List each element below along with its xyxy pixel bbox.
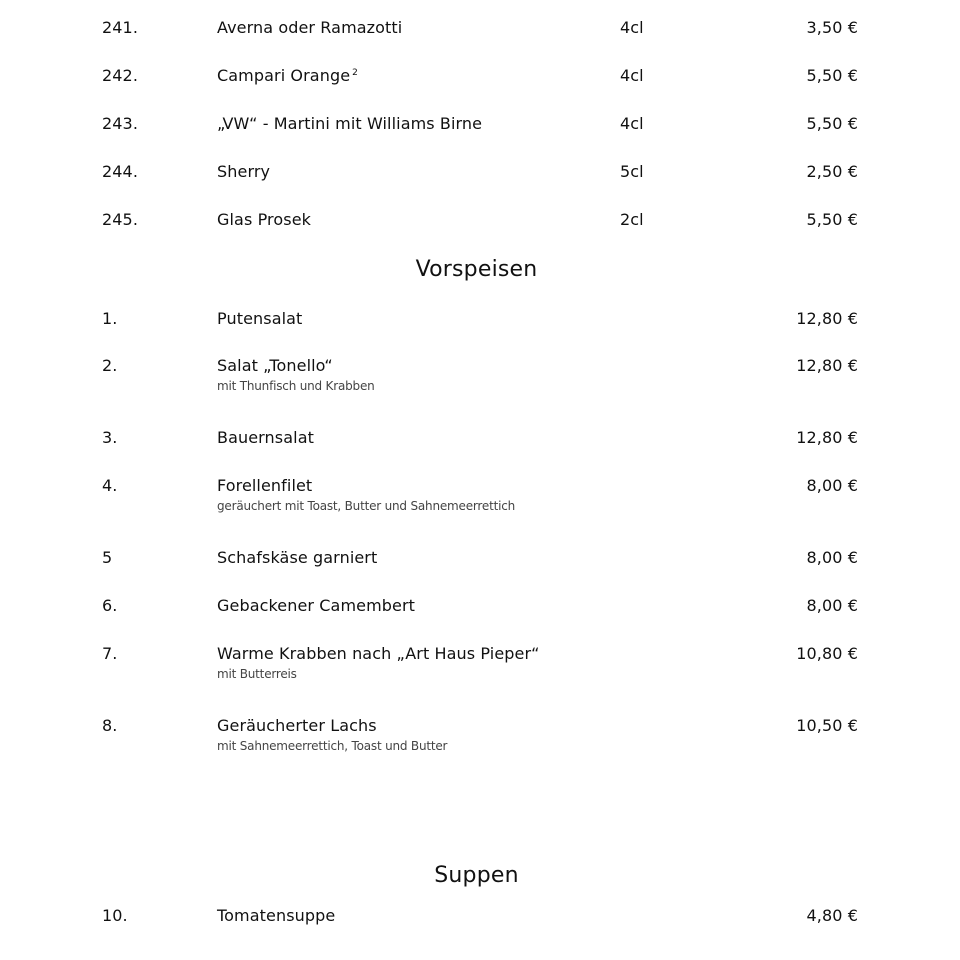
menu-item-row (0, 714, 960, 753)
item-number: 1. (102, 309, 118, 328)
item-number: 5 (102, 548, 113, 567)
item-price: 8,00 € (806, 596, 858, 615)
item-number: 10. (102, 906, 128, 925)
item-name: Gebackener Camembert (217, 596, 416, 615)
item-price: 5,50 € (806, 114, 858, 133)
menu-item-row (0, 474, 960, 513)
item-name-wrapper (217, 64, 358, 88)
item-size: 5cl (620, 162, 644, 181)
item-price: 12,80 € (796, 309, 858, 328)
item-price: 5,50 € (806, 210, 858, 229)
item-price: 10,50 € (796, 716, 858, 735)
item-description: geräuchert mit Toast, Butter und Sahnemeerrettich (217, 499, 516, 513)
item-number: 244. (102, 162, 139, 181)
section-title-suppen: Suppen (434, 863, 519, 888)
menu-item-row (0, 64, 960, 88)
item-description: mit Thunfisch und Krabben (217, 379, 375, 393)
item-name: Forellenfilet (217, 476, 313, 495)
menu-item-row (0, 426, 960, 450)
item-price: 2,50 € (806, 162, 858, 181)
item-number: 6. (102, 596, 118, 615)
item-number: 2. (102, 356, 118, 375)
item-number: 7. (102, 644, 118, 663)
item-name: Salat „Tonello“ (217, 356, 333, 375)
item-price: 8,00 € (806, 548, 858, 567)
item-number: 4. (102, 476, 118, 495)
item-price: 4,80 € (806, 906, 858, 925)
menu-item-row (0, 546, 960, 570)
item-name: „VW“ - Martini mit Williams Birne (217, 114, 483, 133)
item-description: mit Sahnemeerrettich, Toast und Butter (217, 739, 448, 753)
item-name: Warme Krabben nach „Art Haus Pieper“ (217, 644, 540, 663)
menu-item-row (0, 307, 960, 331)
item-name: Campari Orange (217, 66, 351, 85)
menu-item-row (0, 112, 960, 136)
allergen-footnote: 2 (352, 67, 358, 78)
item-number: 3. (102, 428, 118, 447)
item-number: 243. (102, 114, 139, 133)
item-name: Averna oder Ramazotti (217, 18, 403, 37)
section-title-vorspeisen: Vorspeisen (415, 257, 538, 282)
menu-item-row (0, 642, 960, 681)
menu-item-row (0, 208, 960, 232)
item-number: 241. (102, 18, 139, 37)
item-number: 245. (102, 210, 139, 229)
menu-item-row (0, 904, 960, 928)
item-number: 242. (102, 66, 139, 85)
item-size: 4cl (620, 66, 644, 85)
item-size: 4cl (620, 114, 644, 133)
item-size: 4cl (620, 18, 644, 37)
item-price: 3,50 € (806, 18, 858, 37)
menu-item-row (0, 594, 960, 618)
item-name: Bauernsalat (217, 428, 314, 447)
item-price: 5,50 € (806, 66, 858, 85)
item-description: mit Butterreis (217, 667, 297, 681)
menu-item-row (0, 354, 960, 393)
item-name: Sherry (217, 162, 271, 181)
item-price: 12,80 € (796, 428, 858, 447)
menu-item-row (0, 160, 960, 184)
item-price: 8,00 € (806, 476, 858, 495)
item-number: 8. (102, 716, 118, 735)
menu-item-row (0, 16, 960, 40)
item-name: Glas Prosek (217, 210, 311, 229)
item-price: 12,80 € (796, 356, 858, 375)
item-price: 10,80 € (796, 644, 858, 663)
item-name: Tomatensuppe (217, 906, 336, 925)
item-name: Schafskäse garniert (217, 548, 378, 567)
item-size: 2cl (620, 210, 644, 229)
item-name: Geräucherter Lachs (217, 716, 377, 735)
item-name: Putensalat (217, 309, 303, 328)
